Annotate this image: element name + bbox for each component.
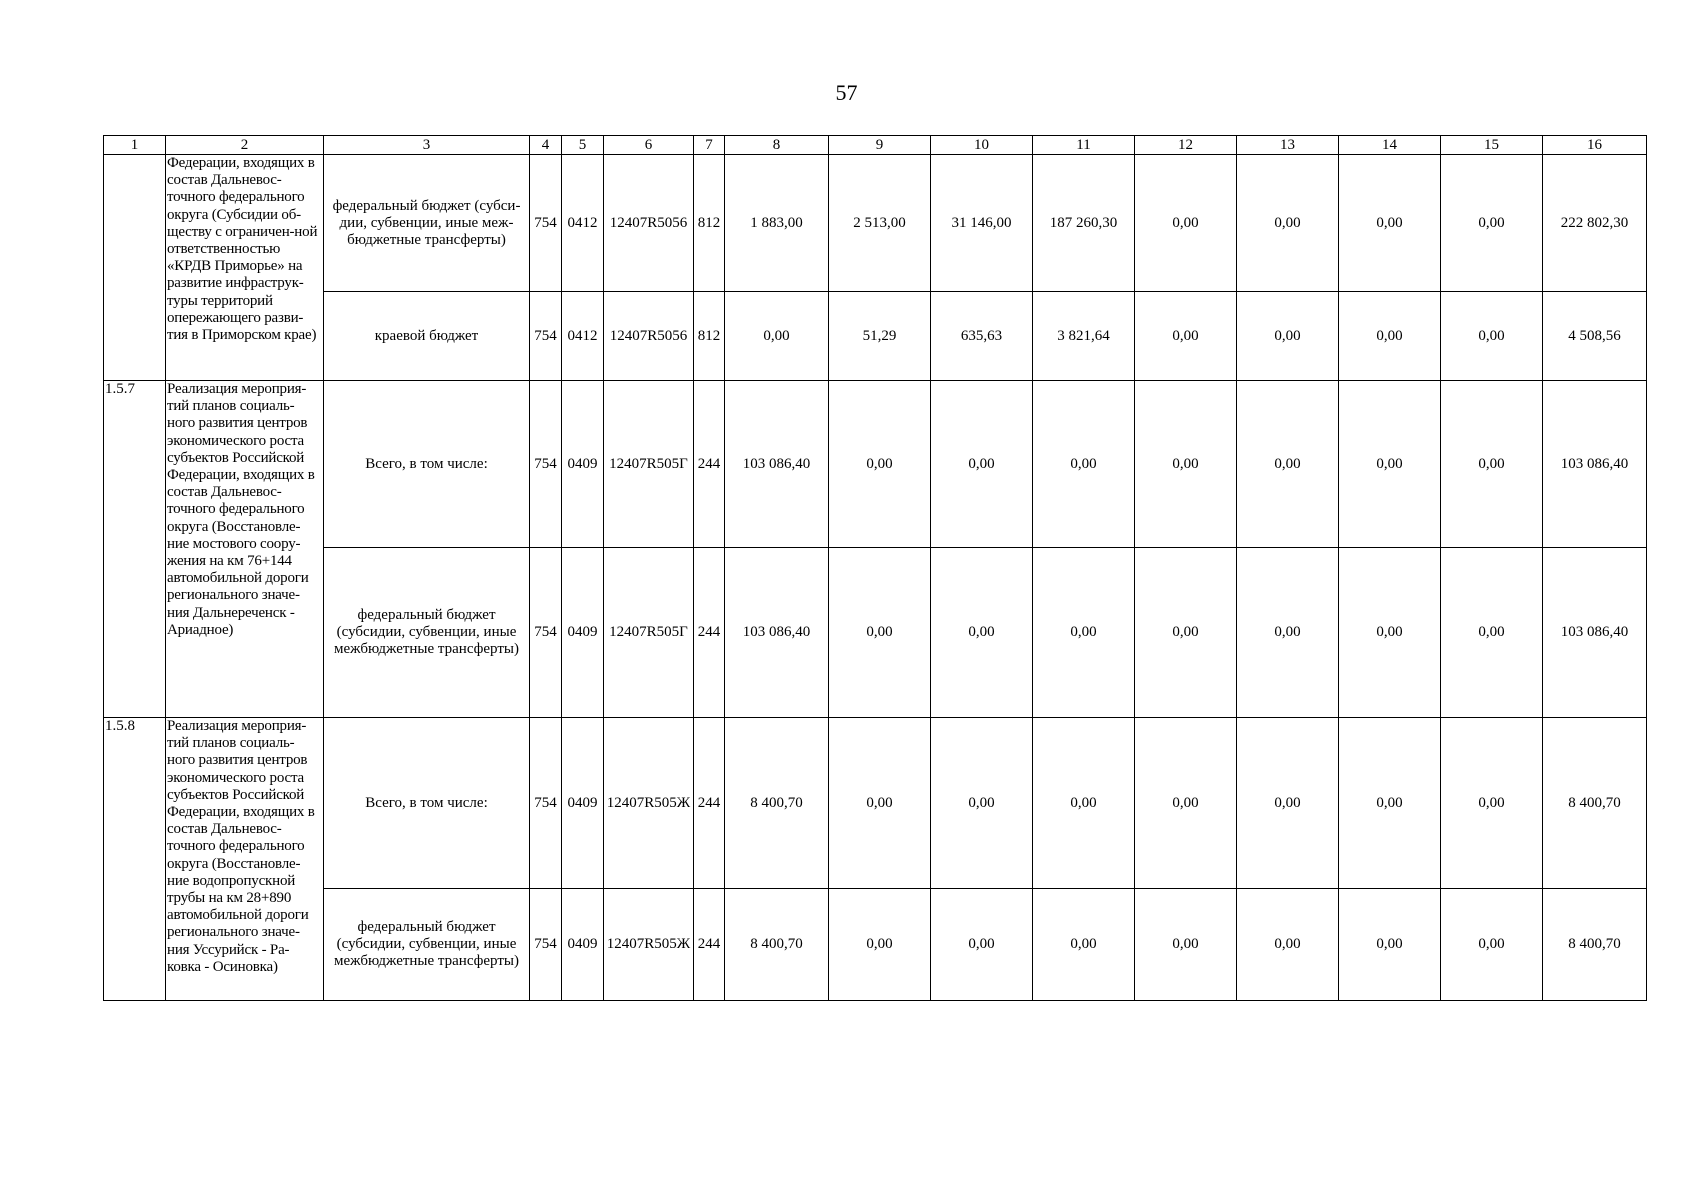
amount-col-11: 0,00 xyxy=(1033,381,1135,548)
budget-table xyxy=(103,135,1647,1001)
budget-code-7: 244 xyxy=(694,381,725,548)
amount-col-10: 0,00 xyxy=(931,889,1033,1001)
amount-col-13: 0,00 xyxy=(1237,889,1339,1001)
amount-col-8: 0,00 xyxy=(725,292,829,381)
amount-total: 103 086,40 xyxy=(1543,381,1647,548)
budget-code-7: 244 xyxy=(694,718,725,889)
amount-col-13: 0,00 xyxy=(1237,548,1339,718)
column-number: 15 xyxy=(1441,136,1543,155)
budget-code-7: 812 xyxy=(694,155,725,292)
column-number: 5 xyxy=(562,136,604,155)
column-number: 16 xyxy=(1543,136,1647,155)
amount-col-10: 31 146,00 xyxy=(931,155,1033,292)
budget-code-4: 754 xyxy=(530,381,562,548)
funding-source: федеральный бюджет (субсидии, субвенции, иные межбюджетные трансферты) xyxy=(324,889,530,1001)
column-number: 14 xyxy=(1339,136,1441,155)
page-number: 57 xyxy=(835,80,858,105)
amount-col-8: 8 400,70 xyxy=(725,889,829,1001)
item-description: Реализация мероприя-тий планов социаль-ного развития центров экономического роста субъектов Российской Федерации, входящих в состав Дальневос-точного федерального округа (Восстановле-ние водопропускной трубы на км 28+890 автомобильной дороги регионального значе-ния Уссурийск - Ра-ковка - Осиновка) xyxy=(166,718,324,1001)
column-number: 6 xyxy=(604,136,694,155)
amount-col-14: 0,00 xyxy=(1339,548,1441,718)
item-code: 1.5.7 xyxy=(104,381,166,718)
budget-code-5: 0412 xyxy=(562,292,604,381)
amount-col-14: 0,00 xyxy=(1339,155,1441,292)
budget-code-6: 12407R505Ж xyxy=(604,889,694,1001)
table-row xyxy=(104,548,1647,718)
amount-col-13: 0,00 xyxy=(1237,155,1339,292)
budget-code-6: 12407R5056 xyxy=(604,155,694,292)
amount-col-12: 0,00 xyxy=(1135,292,1237,381)
amount-col-15: 0,00 xyxy=(1441,155,1543,292)
amount-col-14: 0,00 xyxy=(1339,381,1441,548)
item-code: 1.5.8 xyxy=(104,718,166,1001)
amount-col-12: 0,00 xyxy=(1135,155,1237,292)
amount-col-10: 0,00 xyxy=(931,548,1033,718)
table-row xyxy=(104,381,1647,548)
funding-source: краевой бюджет xyxy=(324,292,530,381)
amount-col-15: 0,00 xyxy=(1441,718,1543,889)
amount-total: 103 086,40 xyxy=(1543,548,1647,718)
amount-col-10: 0,00 xyxy=(931,381,1033,548)
amount-col-11: 187 260,30 xyxy=(1033,155,1135,292)
column-number: 11 xyxy=(1033,136,1135,155)
budget-code-4: 754 xyxy=(530,889,562,1001)
budget-code-7: 812 xyxy=(694,292,725,381)
table-row xyxy=(104,718,1647,889)
budget-code-6: 12407R505Г xyxy=(604,381,694,548)
table-row xyxy=(104,155,1647,292)
amount-col-12: 0,00 xyxy=(1135,889,1237,1001)
amount-col-13: 0,00 xyxy=(1237,718,1339,889)
budget-code-7: 244 xyxy=(694,889,725,1001)
budget-code-5: 0409 xyxy=(562,548,604,718)
item-code xyxy=(104,155,166,381)
column-number: 10 xyxy=(931,136,1033,155)
budget-code-6: 12407R505Ж xyxy=(604,718,694,889)
amount-col-9: 0,00 xyxy=(829,889,931,1001)
budget-code-5: 0412 xyxy=(562,155,604,292)
column-number: 3 xyxy=(324,136,530,155)
amount-col-9: 0,00 xyxy=(829,548,931,718)
amount-col-14: 0,00 xyxy=(1339,718,1441,889)
column-number: 2 xyxy=(166,136,324,155)
budget-code-6: 12407R5056 xyxy=(604,292,694,381)
amount-col-15: 0,00 xyxy=(1441,381,1543,548)
column-number: 13 xyxy=(1237,136,1339,155)
table-row xyxy=(104,292,1647,381)
budget-code-4: 754 xyxy=(530,155,562,292)
amount-col-9: 0,00 xyxy=(829,381,931,548)
amount-total: 4 508,56 xyxy=(1543,292,1647,381)
item-description: Реализация мероприя-тий планов социаль-ного развития центров экономического роста субъектов Российской Федерации, входящих в состав Дальневос-точного федерального округа (Восстановле-ние мостового соору-жения на км 76+144 автомобильной дороги регионального значе-ния Дальнереченск - Ариадное) xyxy=(166,381,324,718)
amount-col-10: 0,00 xyxy=(931,718,1033,889)
budget-code-5: 0409 xyxy=(562,718,604,889)
amount-col-14: 0,00 xyxy=(1339,292,1441,381)
amount-col-12: 0,00 xyxy=(1135,548,1237,718)
amount-total: 8 400,70 xyxy=(1543,718,1647,889)
amount-col-8: 103 086,40 xyxy=(725,548,829,718)
amount-col-9: 0,00 xyxy=(829,718,931,889)
budget-code-5: 0409 xyxy=(562,889,604,1001)
funding-source: Всего, в том числе: xyxy=(324,718,530,889)
amount-col-15: 0,00 xyxy=(1441,292,1543,381)
column-number: 7 xyxy=(694,136,725,155)
amount-col-9: 2 513,00 xyxy=(829,155,931,292)
column-number: 8 xyxy=(725,136,829,155)
amount-total: 8 400,70 xyxy=(1543,889,1647,1001)
amount-col-13: 0,00 xyxy=(1237,292,1339,381)
amount-total: 222 802,30 xyxy=(1543,155,1647,292)
amount-col-8: 8 400,70 xyxy=(725,718,829,889)
amount-col-15: 0,00 xyxy=(1441,548,1543,718)
amount-col-8: 103 086,40 xyxy=(725,381,829,548)
budget-code-4: 754 xyxy=(530,548,562,718)
budget-code-4: 754 xyxy=(530,718,562,889)
budget-code-6: 12407R505Г xyxy=(604,548,694,718)
budget-code-7: 244 xyxy=(694,548,725,718)
amount-col-11: 0,00 xyxy=(1033,718,1135,889)
amount-col-11: 3 821,64 xyxy=(1033,292,1135,381)
amount-col-12: 0,00 xyxy=(1135,718,1237,889)
amount-col-12: 0,00 xyxy=(1135,381,1237,548)
funding-source: Всего, в том числе: xyxy=(324,381,530,548)
table-row xyxy=(104,889,1647,1001)
budget-code-5: 0409 xyxy=(562,381,604,548)
column-number: 4 xyxy=(530,136,562,155)
amount-col-8: 1 883,00 xyxy=(725,155,829,292)
amount-col-14: 0,00 xyxy=(1339,889,1441,1001)
funding-source: федеральный бюджет (субси-дии, субвенции, иные меж-бюджетные трансферты) xyxy=(324,155,530,292)
amount-col-11: 0,00 xyxy=(1033,548,1135,718)
amount-col-9: 51,29 xyxy=(829,292,931,381)
amount-col-11: 0,00 xyxy=(1033,889,1135,1001)
amount-col-15: 0,00 xyxy=(1441,889,1543,1001)
funding-source: федеральный бюджет (субсидии, субвенции, иные межбюджетные трансферты) xyxy=(324,548,530,718)
column-number: 9 xyxy=(829,136,931,155)
budget-code-4: 754 xyxy=(530,292,562,381)
column-number: 1 xyxy=(104,136,166,155)
column-number-header-row xyxy=(104,136,1647,155)
item-description: Федерации, входящих в состав Дальневос-точного федерального округа (Субсидии об-ществу с ограничен-ной ответственностью «КРДВ Приморье» на развитие инфраструк-туры территорий опережающего разви-тия в Приморском крае) xyxy=(166,155,324,381)
column-number: 12 xyxy=(1135,136,1237,155)
amount-col-13: 0,00 xyxy=(1237,381,1339,548)
amount-col-10: 635,63 xyxy=(931,292,1033,381)
